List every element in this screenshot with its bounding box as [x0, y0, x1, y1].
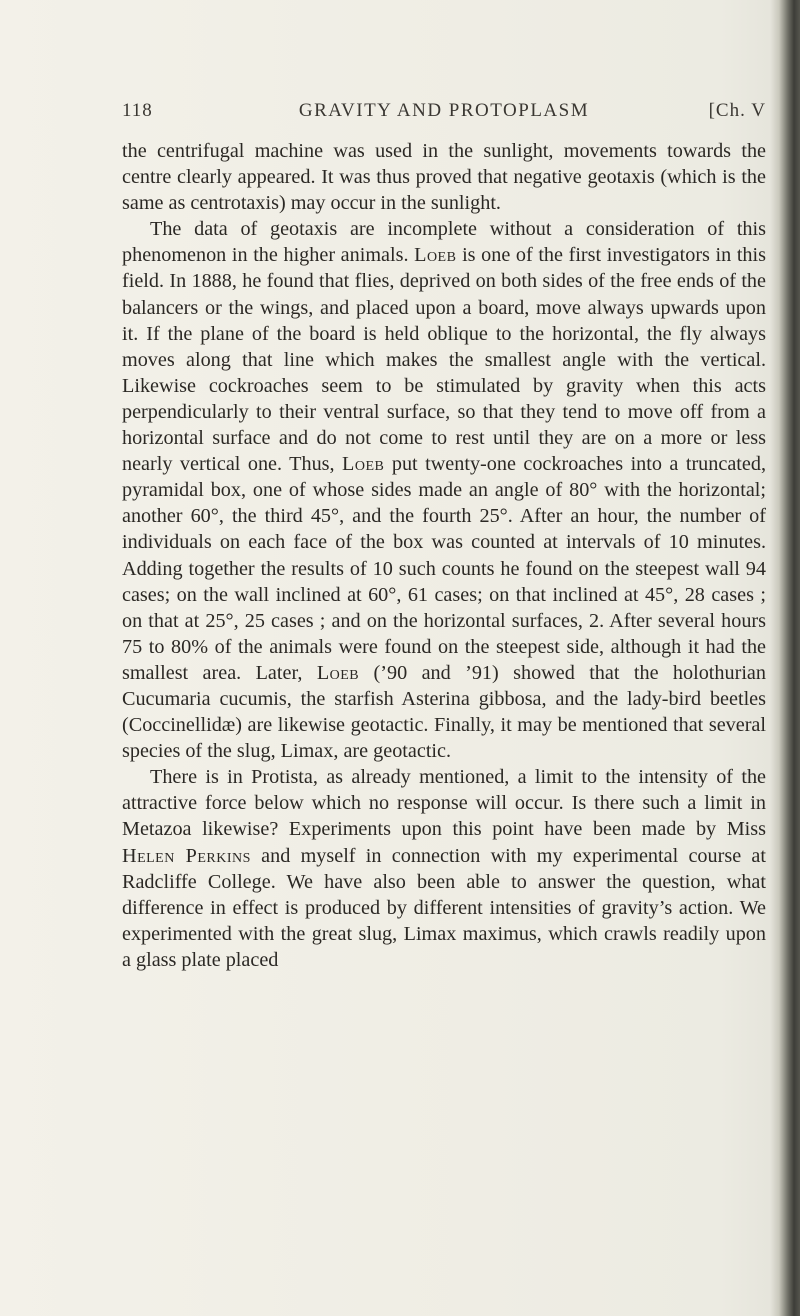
paragraph — [122, 764, 766, 973]
author-name: Loeb — [414, 244, 457, 267]
text-segment: (’90 and ’91) showed that the holothurian Cucumaria cucumis, the starfish Asterina gibbosa, and the lady-bird beetles (Coccinellidæ) are likewise geotactic. Finally, it may be mentioned that several species of the slug, Limax, are geotactic. — [122, 661, 766, 763]
chapter-marker: [Ch. V — [708, 100, 766, 121]
text-segment: is one of the first investigators in this field. In 1888, he found that flies, deprived on both sides of the free ends of the balancers or the wings, and placed upon a board, move always upwards upon it. If the plane of the board is held oblique to the horizontal, the fly always moves along that line which makes the smallest angle with the vertical. Likewise cockroaches seem to be stimulated by gravity when this acts perpendicularly to their ventral surface, so that they tend to move off from a horizontal surface and do not come to rest until they are on a more or less nearly vertical one. Thus, — [122, 244, 766, 476]
text-segment: the centrifugal machine was used in the sunlight, movements towards the centre clearly appeared. It was thus proved that negative geotaxis (which is the same as centrotaxis) may occur in the sunlight. — [122, 140, 766, 215]
book-spine-shadow — [770, 0, 800, 1316]
paragraph — [122, 138, 766, 216]
author-name: Helen Perkins — [122, 844, 251, 867]
page-number: 118 — [122, 100, 153, 121]
text-segment: put twenty-one cockroaches into a truncated, pyramidal box, one of whose sides made an angle of 80° with the horizontal; another 60°, the third 45°, and the fourth 25°. After an hour, the number of individuals on each face of the box was counted at intervals of 10 minutes. Adding together the results of 10 such counts he found on the steepest wall 94 cases; on the wall inclined at 60°, 61 cases; on that inclined at 45°, 28 cases ; on that at 25°, 25 cases ; and on the horizontal surfaces, 2. After several hours 75 to 80% of the animals were found on the steepest side, although it had the smallest area. Later, — [122, 453, 766, 684]
running-header — [122, 100, 766, 126]
page-body-text — [122, 138, 766, 973]
text-segment: There is in Protista, as already mentioned, a limit to the intensity of the attractive force below which no response will occur. Is there such a limit in Metazoa likewise? Experiments upon this point have been made by Miss — [122, 766, 766, 841]
text-segment: The data of geotaxis are incomplete without a consideration of this phenomenon in the higher animals. — [122, 218, 766, 267]
paragraph — [122, 216, 766, 764]
text-segment: and myself in connection with my experimental course at Radcliffe College. We have also been able to answer the question, what difference in effect is produced by different intensities of gravity’s action. We experimented with the great slug, Limax maximus, which crawls readily upon a glass plate placed — [122, 844, 766, 971]
author-name: Loeb — [316, 661, 360, 684]
running-title: GRAVITY AND PROTOPLASM — [298, 100, 590, 121]
author-name: Loeb — [342, 453, 385, 476]
